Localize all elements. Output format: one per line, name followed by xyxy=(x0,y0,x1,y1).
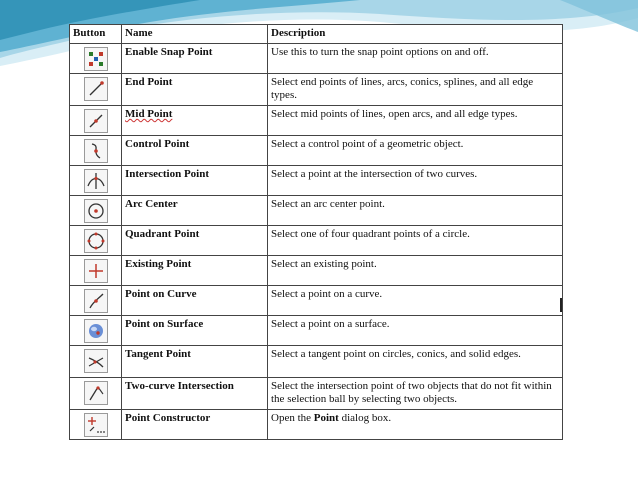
row-name: Quadrant Point xyxy=(122,226,268,256)
intersection-point-icon[interactable] xyxy=(84,169,108,193)
row-name: Control Point xyxy=(122,136,268,166)
row-description: Select one of four quadrant points of a circle. xyxy=(268,226,563,256)
point-constructor-icon[interactable] xyxy=(84,413,108,437)
row-description: Select mid points of lines, open arcs, and all edge types. xyxy=(268,106,563,136)
tangent-point-icon[interactable] xyxy=(84,349,108,373)
row-name: Point on Surface xyxy=(122,316,268,346)
mid-point-icon[interactable] xyxy=(84,109,108,133)
row-name: Tangent Point xyxy=(122,346,268,378)
row-description: Use this to turn the snap point options on and off. xyxy=(268,44,563,74)
row-name: Intersection Point xyxy=(122,166,268,196)
enable-snap-point-icon[interactable] xyxy=(84,47,108,71)
table-row xyxy=(70,196,563,226)
table-row xyxy=(70,316,563,346)
table-row xyxy=(70,286,563,316)
table-row xyxy=(70,166,563,196)
table-row xyxy=(70,136,563,166)
row-name: End Point xyxy=(122,74,268,106)
scrollbar-mark xyxy=(560,298,562,312)
row-description: Select the intersection point of two objects that do not fit within the selection ball by selecting two objects. xyxy=(268,378,563,410)
point-on-surface-icon[interactable] xyxy=(84,319,108,343)
row-description: Select an existing point. xyxy=(268,256,563,286)
header-description: Description xyxy=(268,25,563,44)
row-name: Enable Snap Point xyxy=(122,44,268,74)
snap-point-table xyxy=(69,24,562,440)
end-point-icon[interactable] xyxy=(84,77,108,101)
row-name: Point Constructor xyxy=(122,410,268,440)
row-name: Mid Point xyxy=(125,108,173,120)
table-row xyxy=(70,346,563,378)
control-point-icon[interactable] xyxy=(84,139,108,163)
row-name: Two-curve Intersection xyxy=(122,378,268,410)
existing-point-icon[interactable] xyxy=(84,259,108,283)
table-row xyxy=(70,106,563,136)
table-row xyxy=(70,256,563,286)
row-description: Select end points of lines, arcs, conics, splines, and all edge types. xyxy=(268,74,563,106)
point-dialog-name: Point xyxy=(313,412,339,424)
point-on-curve-icon[interactable] xyxy=(84,289,108,313)
row-name: Arc Center xyxy=(122,196,268,226)
row-description: Open the Point dialog box. xyxy=(268,410,563,440)
quadrant-point-icon[interactable] xyxy=(84,229,108,253)
row-name: Existing Point xyxy=(122,256,268,286)
row-description: Select a point at the intersection of two curves. xyxy=(268,166,563,196)
row-description: Select a control point of a geometric object. xyxy=(268,136,563,166)
table-row xyxy=(70,410,563,440)
row-description: Select an arc center point. xyxy=(268,196,563,226)
row-description: Select a tangent point on circles, conics, and solid edges. xyxy=(268,346,563,378)
two-curve-intersection-icon[interactable] xyxy=(84,381,108,405)
row-name: Point on Curve xyxy=(122,286,268,316)
table-row xyxy=(70,226,563,256)
table-header-row xyxy=(70,25,563,44)
table-row xyxy=(70,74,563,106)
arc-center-icon[interactable] xyxy=(84,199,108,223)
header-button: Button xyxy=(70,25,122,44)
table-row xyxy=(70,378,563,410)
row-description: Select a point on a curve. xyxy=(268,286,563,316)
header-name: Name xyxy=(122,25,268,44)
table-row xyxy=(70,44,563,74)
row-description: Select a point on a surface. xyxy=(268,316,563,346)
